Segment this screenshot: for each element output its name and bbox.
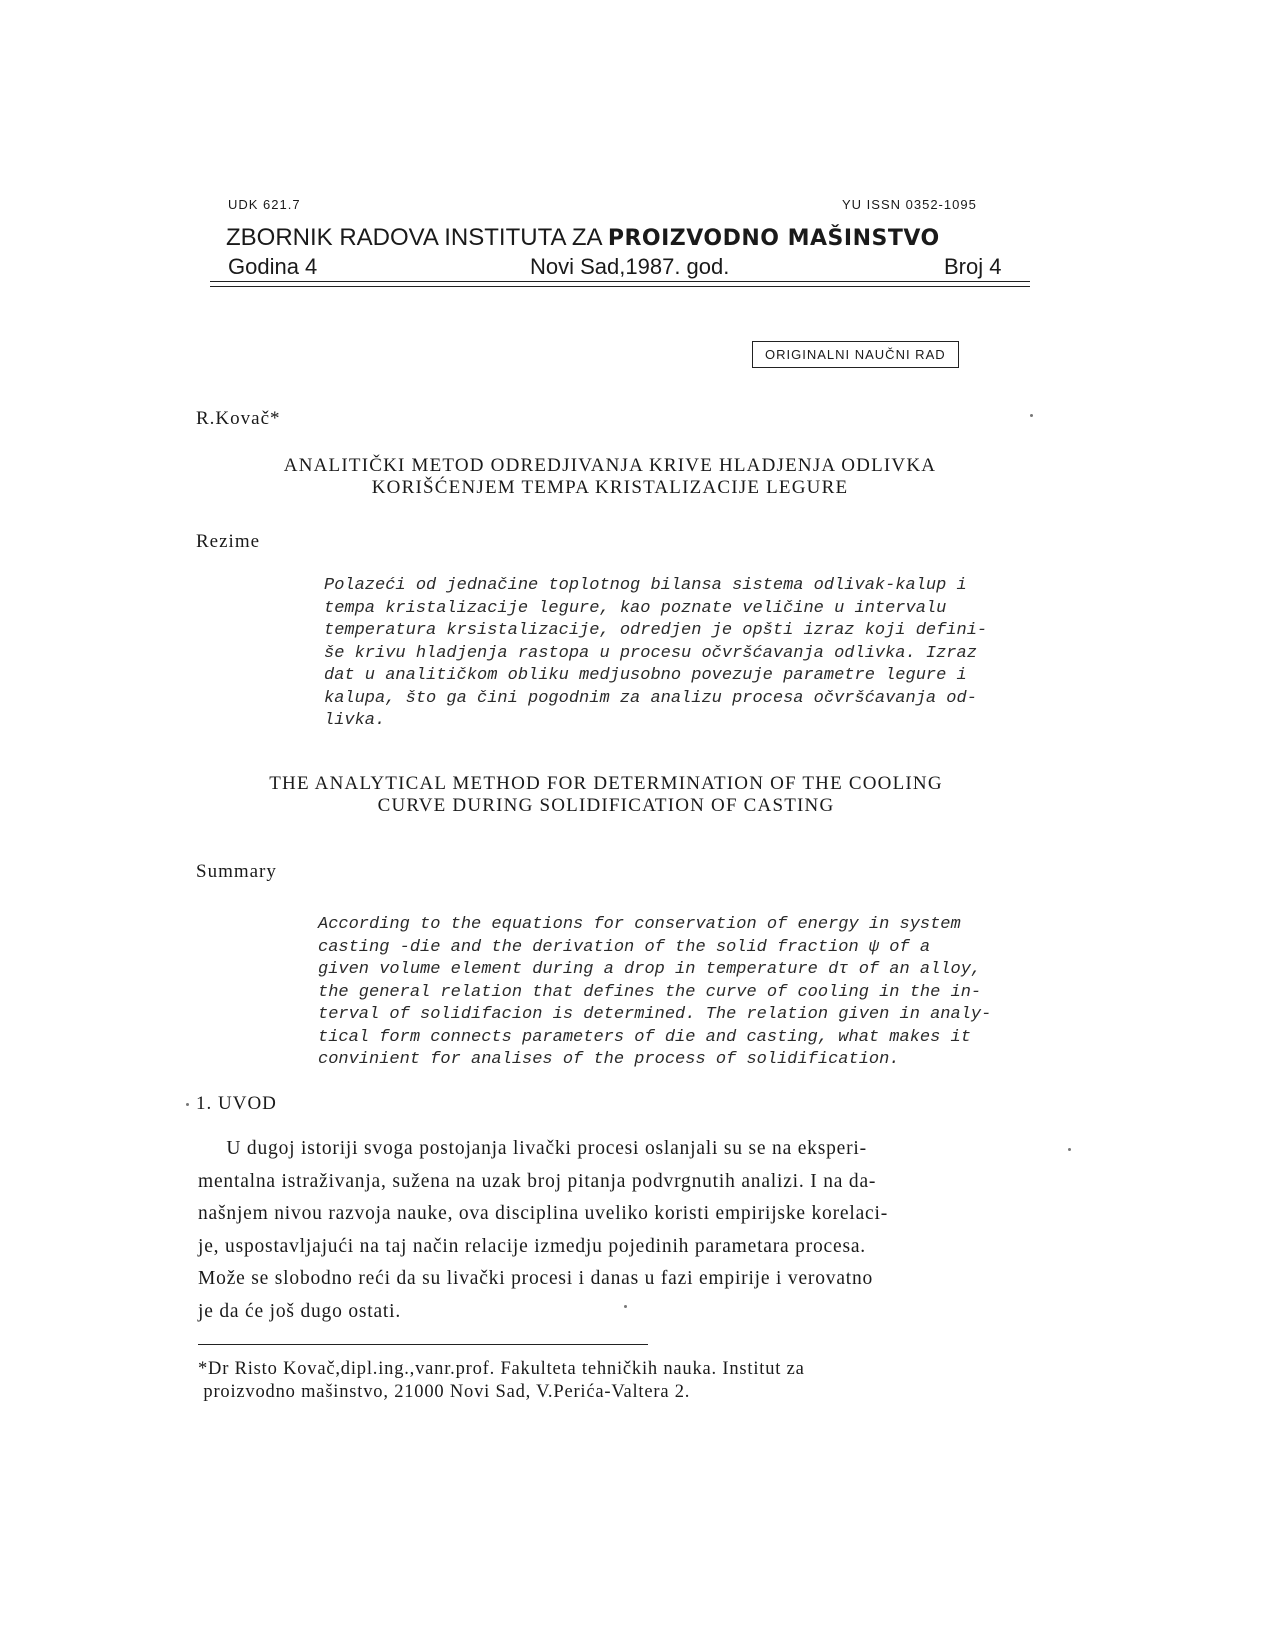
journal-name-plain: ZBORNIK RADOVA INSTITUTA ZA [226,224,608,251]
udk-code: UDK 621.7 [228,197,301,212]
journal-name [226,224,940,252]
title-english-line1: THE ANALYTICAL METHOD FOR DETERMINATION OF THE COOLING [269,773,943,794]
header-rule [210,281,1030,282]
paper-type-badge: ORIGINALNI NAUČNI RAD [752,341,959,368]
issn-code: YU ISSN 0352-1095 [842,197,977,212]
speck [1030,414,1033,417]
title-english [200,773,1012,817]
speck [186,1103,189,1106]
journal-issue: Broj 4 [944,254,1002,279]
title-serbian-line1: ANALITIČKI METOD ODREDJIVANJA KRIVE HLADJENJA ODLIVKA [283,455,937,476]
header-rule-2 [210,286,1030,287]
journal-name-bold: PROIZVODNO MAŠINSTVO [607,226,940,251]
section1-text: U dugoj istoriji svoga postojanja livački procesi oslanjali su se na eksperi- mentalna istraživanja, sužena na uzak broj pitanja podvrgnutih analizi. I na da- našnjem nivou razvoja nauke, ova disciplina uveliko koristi empirijske korelaci- je, uspostavljajući na taj način relacije izmedju pojedinih parametara procesa. Može se slobodno reći da su livački procesi i danas u fazi empirije i verovatno je da će još dugo ostati. [198,1138,888,1322]
journal-place-date: Novi Sad,1987. god. [530,254,730,279]
summary-heading: Summary [196,861,277,882]
author-name: R.Kovač* [196,408,281,429]
footnote-rule [198,1344,648,1345]
speck [624,1305,627,1308]
journal-year: Godina 4 [228,254,318,279]
summary-text: According to the equations for conservation of energy in system casting -die and the derivation of the solid fraction ψ of a given volume element during a drop in temperature dτ of an alloy, the general relation that defines the curve of cooling in the in- terval of solidifacion is determined. The relation given in analy- tical form connects parameters of die and casting, what makes it convinient for analises of the process of solidification. [318,915,992,1069]
footnote-text: *Dr Risto Kovač,dipl.ing.,vanr.prof. Fakulteta tehničkih nauka. Institut za proizvodno mašinstvo, 21000 Novi Sad, V.Perića-Valtera 2. [198,1359,805,1402]
rezime-text: Polazeći od jednačine toplotnog bilansa sistema odlivak-kalup i tempa kristalizacije legure, kao poznate veličine u intervalu temperatura krsistalizacije, odredjen je opšti izraz koji defini- še krivu hladjenja rastopa u procesu očvršćavanja odlivka. Izraz dat u analitičkom obliku medjusobno povezuje parametre legure i kalupa, što ga čini pogodnim za analizu procesa očvršćavanja od- livka. [324,576,988,730]
rezime-heading: Rezime [196,531,261,552]
title-serbian [200,455,1020,499]
speck [1068,1148,1071,1151]
title-serbian-line2: KORIŠĆENJEM TEMPA KRISTALIZACIJE LEGURE [371,477,849,498]
section1-heading: 1. UVOD [196,1093,277,1114]
title-english-line2: CURVE DURING SOLIDIFICATION OF CASTING [377,795,835,816]
